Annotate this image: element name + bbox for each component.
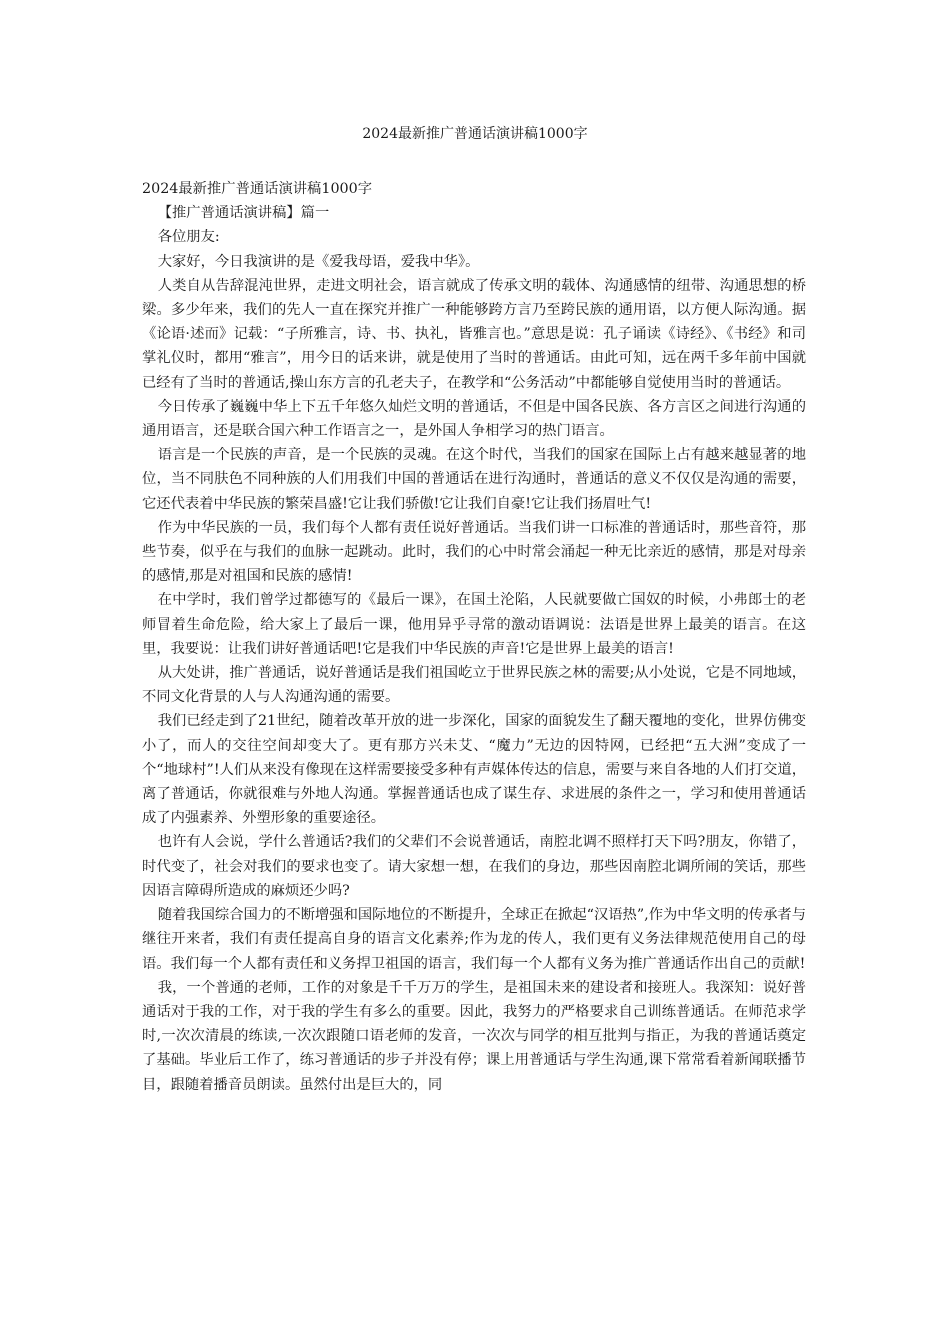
paragraph: 人类自从告辞混沌世界，走进文明社会，语言就成了传承文明的载体、沟通感情的纽带、沟通思想的桥梁。多少年来，我们的先人一直在探究并推广一种能够跨方言乃至跨民族的通用语，以方便人际沟通。据《论语·述而》记载：“子所雅言，诗、书、执礼，皆雅言也。”意思是说：孔子诵读《诗经》、《书经》和司掌礼仪时，都用“雅言”，用今日的话来讲，就是使用了当时的普通话。由此可知，远在两千多年前中国就已经有了当时的普通话,操山东方言的孔老夫子，在教学和“公务活动”中都能够自觉使用当时的普通话。 — [142, 277, 806, 391]
paragraph: 今日传承了巍巍中华上下五千年悠久灿烂文明的普通话，不但是中国各民族、各方言区之间进行沟通的通用语言，还是联合国六种工作语言之一，是外国人争相学习的热门语言。 — [142, 398, 806, 440]
section-heading: 【推广普通话演讲稿】篇一 — [157, 205, 330, 222]
paragraph: 从大处讲，推广普通话，说好普通话是我们祖国屹立于世界民族之林的需要;从小处说，它是不同地域，不同文化背景的人与人沟通沟通的需要。 — [142, 665, 806, 706]
paragraph: 作为中华民族的一员，我们每个人都有责任说好普通话。当我们讲一口标准的普通话时，那些音符，那些节奏，似乎在与我们的血脉一起跳动。此时，我们的心中时常会涌起一种无比亲近的感情，那是对母亲的感情,那是对祖国和民族的感情! — [142, 519, 806, 585]
document-subtitle: 2024最新推广普通话演讲稿1000字 — [142, 181, 373, 197]
paragraph: 语言是一个民族的声音，是一个民族的灵魂。在这个时代，当我们的国家在国际上占有越来越显著的地位，当不同肤色不同种族的人们用我们中国的普通话在进行沟通时，普通话的意义不仅仅是沟通的需要，它还代表着中华民族的繁荣昌盛!它让我们骄傲!它让我们自豪!它让我们扬眉吐气! — [142, 447, 806, 512]
paragraph: 随着我国综合国力的不断增强和国际地位的不断提升，全球正在掀起“汉语热”,作为中华文明的传承者与继往开来者，我们有责任提高自身的语言文化素养;作为龙的传人，我们更有义务法律规范使用自己的母语。我们每一个人都有责任和义务捍卫祖国的语言，我们每一个人都有义务为推广普通话作出自己的贡献! — [142, 907, 806, 972]
document-title: 2024最新推广普通话演讲稿1000字 — [362, 126, 588, 142]
paragraph: 大家好，今日我演讲的是《爱我母语，爱我中华》。 — [157, 253, 480, 270]
paragraph: 也许有人会说，学什么普通话?我们的父辈们不会说普通话，南腔北调不照样打天下吗?朋友，你错了，时代变了，社会对我们的要求也变了。请大家想一想，在我们的身边，那些因南腔北调所闹的笑话，那些因语言障碍所造成的麻烦还少吗? — [142, 834, 806, 899]
paragraph: 我们已经走到了21世纪，随着改革开放的进一步深化，国家的面貌发生了翻天覆地的变化，世界仿佛变小了，而人的交往空间却变大了。更有那方兴未艾、“魔力”无边的因特网，已经把“五大洲”变成了一个“地球村”!人们从来没有像现在这样需要接受多种有声媒体传达的信息，需要与来自各地的人们打交道，离了普通话，你就很难与外地人沟通。掌握普通话也成了谋生存、求进展的条件之一，学习和使用普通话成了内强素养、外塑形象的重要途径。 — [142, 713, 806, 827]
document-body — [142, 177, 806, 1097]
paragraph: 我，一个普通的老师，工作的对象是千千万万的学生，是祖国未来的建设者和接班人。我深知：说好普通话对于我的工作，对于我的学生有多么的重要。因此，我努力的严格要求自己训练普通话。在师范求学时,一次次清晨的练读,一次次跟随口语老师的发音，一次次与同学的相互批判与指正，为我的普通话奠定了基础。毕业后工作了，练习普通话的步子并没有停；课上用普通话与学生沟通,课下常常看着新闻联播节目，跟随着播音员朗读。虽然付出是巨大的，同 — [142, 979, 806, 1093]
paragraph: 在中学时，我们曾学过都德写的《最后一课》，在国土沦陷，人民就要做亡国奴的时候，小弗郎士的老师冒着生命危险，给大家上了最后一课，他用异乎寻常的激动语调说：法语是世界上最美的语言。在这里，我要说：让我们讲好普通话吧!它是我们中华民族的声音!它是世界上最美的语言! — [142, 592, 806, 657]
greeting: 各位朋友: — [157, 229, 220, 246]
